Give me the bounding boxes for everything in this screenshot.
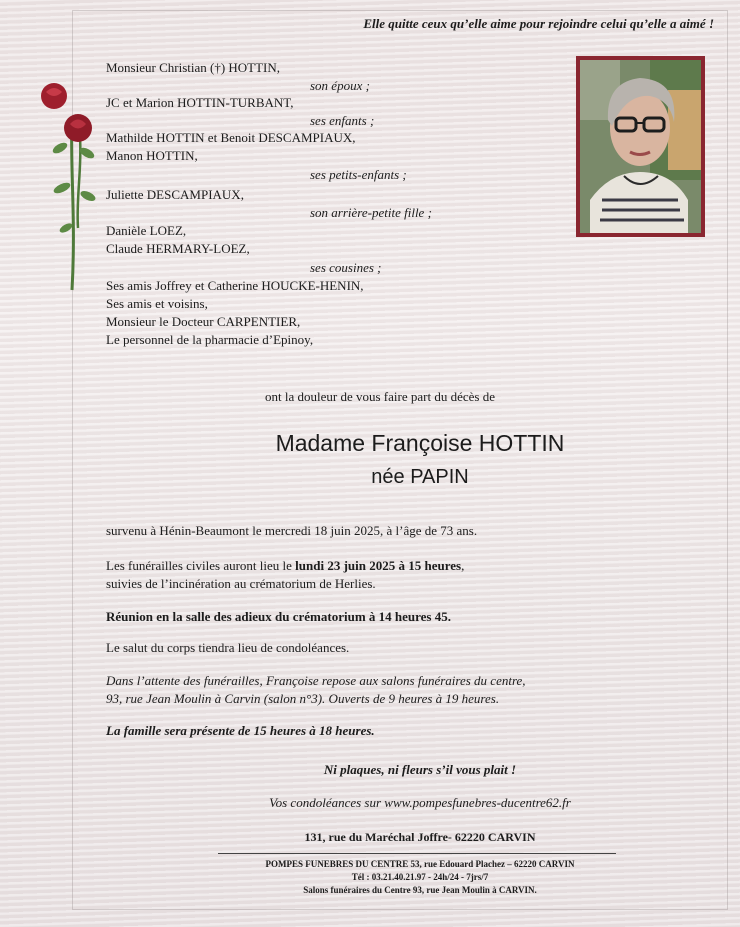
footer-company: POMPES FUNEBRES DU CENTRE 53, rue Edouard Plachez – 62220 CARVIN	[265, 859, 575, 869]
funeral-date: lundi 23 juin 2025 à 15 heures	[295, 558, 462, 573]
cremation-info: suivies de l’incinération au crématorium de Herlies.	[106, 576, 376, 591]
funeral-text: Les funérailles civiles auront lieu le	[106, 558, 296, 573]
family-great-grandchild: Juliette DESCAMPIAUX,	[106, 187, 244, 202]
family-cousin: Claude HERMARY-LOEZ,	[106, 241, 250, 256]
deceased-maiden-name: née PAPIN	[371, 466, 469, 488]
relation-label: ses enfants ;	[310, 113, 375, 128]
rose-icon	[32, 78, 112, 293]
relation-label: ses petits-enfants ;	[310, 167, 407, 182]
funeral-info	[106, 558, 464, 574]
deceased-name: Madame Françoise HOTTIN	[275, 430, 565, 456]
family-cousin: Danièle LOEZ,	[106, 223, 187, 238]
family-friends: Ses amis et voisins,	[106, 296, 208, 311]
footer-divider	[218, 853, 616, 854]
reunion-info: Réunion en la salle des adieux du crématorium à 14 heures 45.	[106, 609, 451, 624]
online-condolences: Vos condoléances sur www.pompesfunebres-ducentre62.fr	[269, 795, 571, 810]
epigraph: Elle quitte ceux qu’elle aime pour rejoindre celui qu’elle a aimé !	[363, 16, 714, 31]
death-notice: survenu à Hénin-Beaumont le mercredi 18 juin 2025, à l’âge de 73 ans.	[106, 523, 478, 538]
family-grandchildren: Mathilde HOTTIN et Benoit DESCAMPIAUX,	[106, 130, 356, 145]
family-spouse: Monsieur Christian (†) HOTTIN,	[106, 60, 281, 75]
no-flowers: Ni plaques, ni fleurs s’il vous plait !	[323, 762, 517, 777]
relation-label: ses cousines ;	[310, 260, 382, 275]
condolences-note: Le salut du corps tiendra lieu de condoléances.	[106, 640, 350, 655]
rest-info: Dans l’attente des funérailles, Françoise repose aux salons funéraires du centre,	[106, 673, 526, 688]
relation-label: son époux ;	[310, 78, 370, 93]
family-presence: La famille sera présente de 15 heures à 18 heures.	[106, 723, 375, 738]
portrait-image	[580, 60, 701, 233]
portrait-photo	[576, 56, 705, 237]
rest-info: 93, rue Jean Moulin à Carvin (salon n°3). Ouverts de 9 heures à 19 heures.	[106, 691, 500, 706]
family-children: JC et Marion HOTTIN-TURBANT,	[106, 95, 294, 110]
footer-salons: Salons funéraires du Centre 93, rue Jean Moulin à CARVIN.	[303, 885, 537, 895]
funeral-punct: ,	[461, 558, 465, 573]
family-pharmacy: Le personnel de la pharmacie d’Epinoy,	[106, 332, 314, 347]
announcement: ont la douleur de vous faire part du décès de	[265, 389, 495, 404]
relation-label: son arrière-petite fille ;	[310, 205, 432, 220]
family-doctor: Monsieur le Docteur CARPENTIER,	[106, 314, 301, 329]
address: 131, rue du Maréchal Joffre- 62220 CARVIN	[304, 830, 536, 844]
footer-phone: Tél : 03.21.40.21.97 - 24h/24 - 7jrs/7	[351, 872, 489, 882]
family-grandchildren: Manon HOTTIN,	[106, 148, 198, 163]
family-friends: Ses amis Joffrey et Catherine HOUCKE-HENIN,	[106, 278, 364, 293]
